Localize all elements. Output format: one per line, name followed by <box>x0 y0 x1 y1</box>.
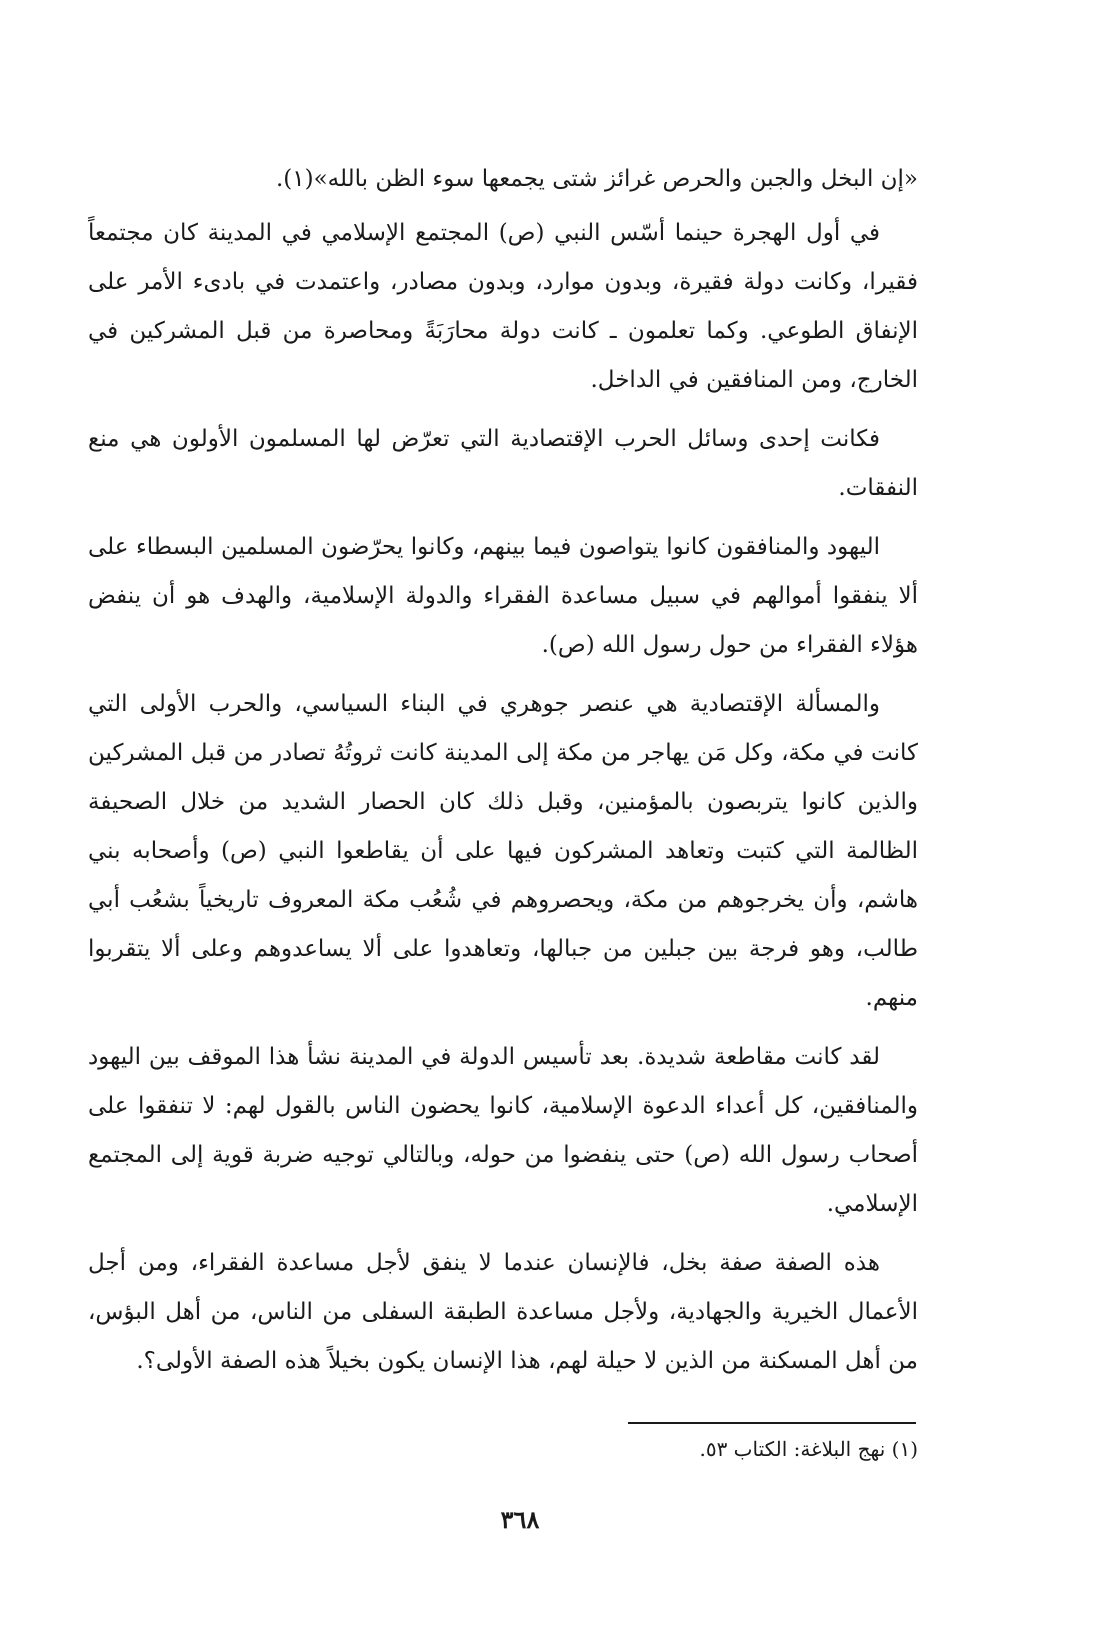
paragraph-3: اليهود والمنافقون كانوا يتواصون فيما بينهم، وكانوا يحرّضون المسلمين البسطاء على ألا ينفقوا أموالهم في سبيل مساعدة الفقراء والدولة الإسلامية، والهدف هو أن ينفض هؤلاء الفقراء من حول رسول الله (ص). <box>88 534 918 658</box>
paragraph-1: في أول الهجرة حينما أسّس النبي (ص) المجتمع الإسلامي في المدينة كان مجتمعاً فقيرا، وكانت دولة فقيرة، وبدون موارد، وبدون مصادر، واعتمدت في بادىء الأمر على الإنفاق الطوعي. وكما تعلمون ـ كانت دولة محارَبَةً ومحاصرة من قبل المشركين في الخارج، ومن المنافقين في الداخل. <box>88 220 918 393</box>
body-text <box>88 209 918 1396</box>
paragraph-6: هذه الصفة صفة بخل، فالإنسان عندما لا ينفق لأجل مساعدة الفقراء، ومن أجل الأعمال الخيرية والجهادية، ولأجل مساعدة الطبقة السفلى من الناس، من أهل البؤس، من أهل المسكنة من الذين لا حيلة لهم، هذا الإنسان يكون بخيلاً هذه الصفة الأولى؟. <box>88 1250 918 1374</box>
footnote-divider <box>628 1422 916 1424</box>
paragraph-4: والمسألة الإقتصادية هي عنصر جوهري في البناء السياسي، والحرب الأولى التي كانت في مكة، وكل مَن يهاجر من مكة إلى المدينة كانت ثروتُهُ تصادر من قبل المشركين والذين كانوا يتربصون بالمؤمنين، وقبل ذلك كان الحصار الشديد من خلال الصحيفة الظالمة التي كتبت وتعاهد المشركون فيها على أن يقاطعوا النبي (ص) وأصحابه بني هاشم، وأن يخرجوهم من مكة، ويحصروهم في شُعُب مكة المعروف تاريخياً بشعُب أبي طالب، وهو فرجة بين جبلين من جبالها، وتعاهدوا على ألا يساعدوهم وعلى ألا يتقربوا منهم. <box>88 691 918 1011</box>
page-number: ٣٦٨ <box>500 1505 540 1534</box>
opening-quote: «إن البخل والجبن والحرص غرائز شتى يجمعها سوء الظن بالله»(١). <box>275 166 918 192</box>
footnote: (١) نهج البلاغة: الكتاب ٥٣. <box>699 1437 918 1461</box>
paragraph-5: لقد كانت مقاطعة شديدة. بعد تأسيس الدولة في المدينة نشأ هذا الموقف بين اليهود والمنافقين، كل أعداء الدعوة الإسلامية، كانوا يحضون الناس بالقول لهم: لا تنفقوا على أصحاب رسول الله (ص) حتى ينفضوا من حوله، وبالتالي توجيه ضربة قوية إلى المجتمع الإسلامي. <box>88 1044 918 1217</box>
paragraph-2: فكانت إحدى وسائل الحرب الإقتصادية التي تعرّض لها المسلمون الأولون هي منع النفقات. <box>88 426 918 501</box>
